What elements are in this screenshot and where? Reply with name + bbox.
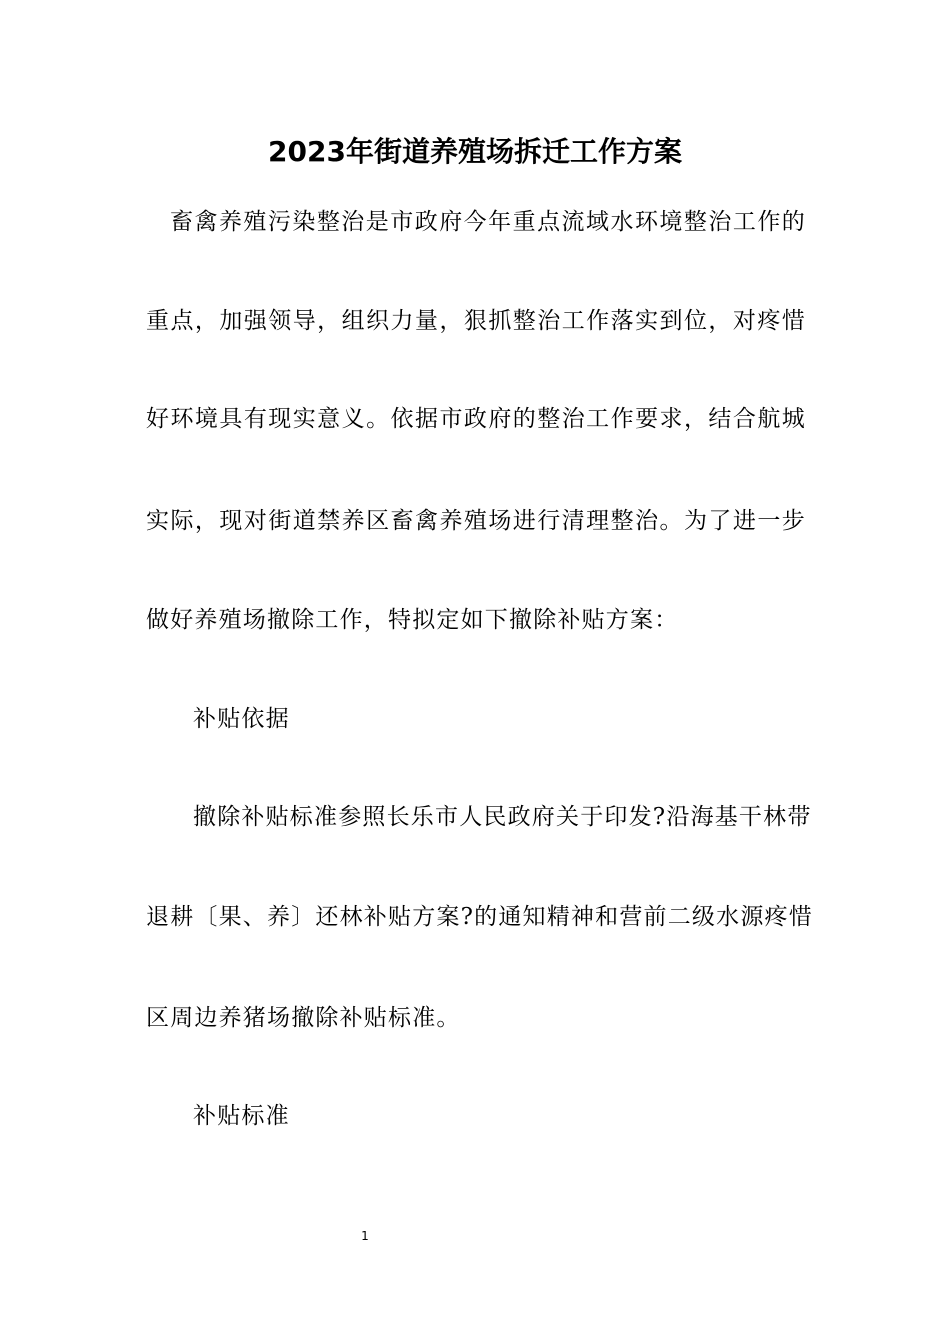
paragraph-line-3: 好环境具有现实意义。依据市政府的整治工作要求，结合航城 — [146, 406, 806, 432]
section-heading-basis: 补贴依据 — [193, 706, 290, 732]
document-title: 2023年街道养殖场拆迁工作方案 — [268, 135, 682, 168]
paragraph-line-5: 做好养殖场撤除工作，特拟定如下撤除补贴方案： — [146, 607, 679, 633]
page-number: 1 — [361, 1229, 369, 1243]
paragraph-line-1: 畜禽养殖污染整治是市政府今年重点流域水环境整治工作的 — [170, 209, 806, 235]
paragraph-line-2: 重点，加强领导，组织力量，狠抓整治工作落实到位，对疼惜 — [146, 308, 806, 334]
paragraph-line-4: 实际，现对街道禁养区畜禽养殖场进行清理整治。为了进一步 — [146, 508, 806, 534]
section-heading-standard: 补贴标准 — [193, 1103, 290, 1129]
paragraph-line-6: 撤除补贴标准参照长乐市人民政府关于印发?沿海基干林带 — [193, 804, 812, 830]
paragraph-line-8: 区周边养猪场撤除补贴标准。 — [146, 1005, 461, 1031]
paragraph-line-7: 退耕〔果、养〕还林补贴方案?的通知精神和营前二级水源疼惜 — [146, 904, 813, 930]
